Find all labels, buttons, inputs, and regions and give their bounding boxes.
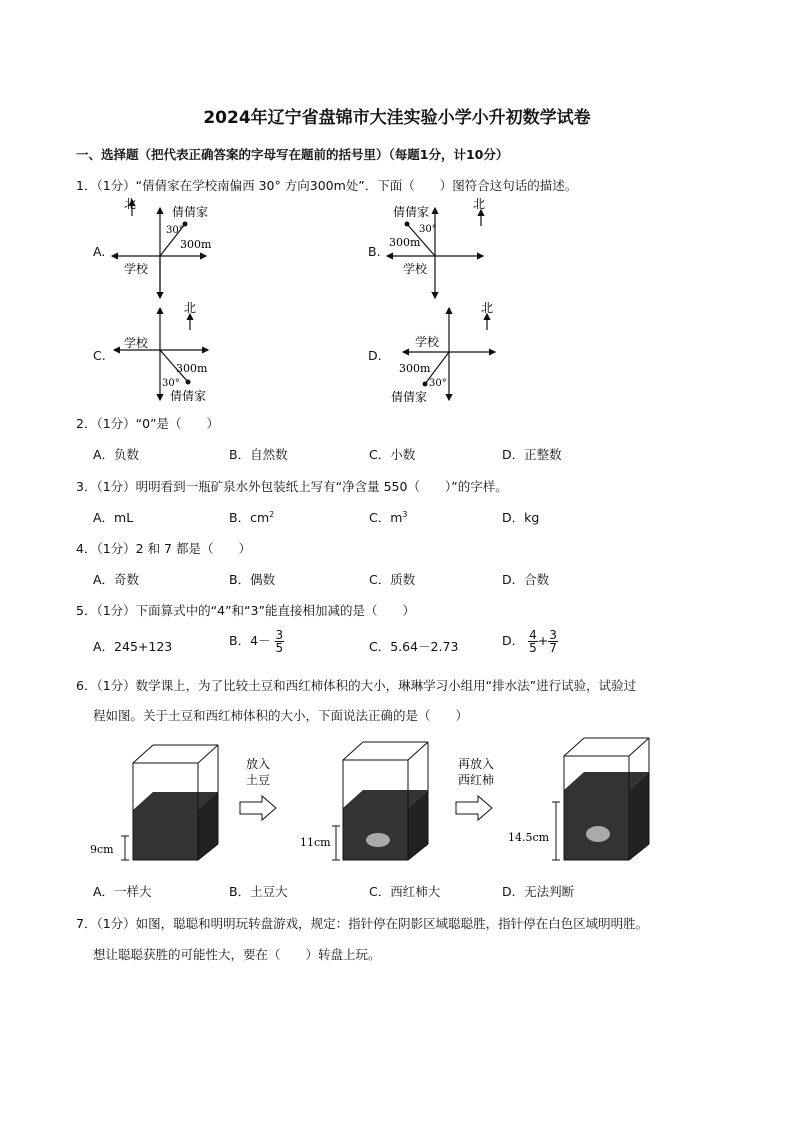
- school-label: 学校: [415, 335, 440, 349]
- container-2: [300, 742, 428, 860]
- q1-option-a-label: A.: [93, 244, 106, 259]
- question-6-line2: 程如图。关于土豆和西红柿体积的大小，下面说法正确的是（ ）: [93, 708, 469, 723]
- distance-label: 300m: [389, 236, 421, 249]
- q1-option-d-label: D.: [368, 348, 382, 363]
- option-b-text: B．cm: [229, 510, 270, 525]
- home-label: 倩倩家: [170, 389, 207, 403]
- question-4: [76, 539, 251, 557]
- container-3: [508, 738, 649, 860]
- option-d[interactable]: D．无法判断: [502, 884, 575, 899]
- north-label: 北: [124, 197, 137, 211]
- north-label: 北: [481, 301, 494, 315]
- option-b[interactable]: [229, 629, 284, 654]
- option-c[interactable]: C．质数: [369, 572, 416, 587]
- distance-label: 300m: [399, 362, 431, 375]
- home-label: 倩倩家: [393, 205, 430, 219]
- q1-diagram-b: [385, 196, 495, 304]
- question-2: [76, 414, 219, 432]
- option-d[interactable]: [502, 629, 558, 654]
- option-b[interactable]: [229, 508, 274, 526]
- option-d[interactable]: D．合数: [502, 572, 550, 587]
- option-a[interactable]: A．负数: [93, 447, 140, 462]
- option-c[interactable]: C．小数: [369, 447, 416, 462]
- superscript: 3: [402, 509, 408, 519]
- question-3: [76, 477, 508, 495]
- tomato-potato-shape: [586, 826, 610, 842]
- height-label-3: 14.5cm: [508, 831, 550, 844]
- option-d[interactable]: D．正整数: [502, 447, 562, 462]
- home-label: 倩倩家: [172, 205, 209, 219]
- question-text: （1分）下面算式中的“4”和“3”能直接相加减的是（ ）: [96, 603, 415, 618]
- q1-option-c-label: C.: [93, 348, 106, 363]
- fraction: [528, 629, 538, 654]
- step1-label-line1: 放入: [246, 757, 271, 771]
- option-c[interactable]: C．西红柿大: [369, 884, 441, 899]
- numerator: 3: [549, 628, 557, 642]
- option-b-text: B．4－: [229, 633, 271, 648]
- home-label: 倩倩家: [391, 390, 428, 404]
- question-text: （1分）“倩倩家在学校南偏西 30° 方向300m处”．下面（ ）图符合这句话的描述。: [96, 178, 578, 193]
- q5-options: [93, 627, 733, 663]
- numerator: 3: [275, 628, 284, 642]
- step1-label-line2: 土豆: [246, 773, 271, 787]
- question-number: 7．: [76, 916, 97, 931]
- potato-shape: [366, 833, 390, 847]
- option-a[interactable]: A．245+123: [93, 639, 173, 654]
- option-a[interactable]: A．奇数: [93, 572, 140, 587]
- distance-label: 300m: [176, 362, 208, 375]
- option-b[interactable]: B．偶数: [229, 572, 276, 587]
- school-label: 学校: [124, 262, 149, 276]
- height-label-2: 11cm: [300, 836, 331, 849]
- option-a[interactable]: A．mL: [93, 510, 134, 525]
- question-7-line2: 想让聪聪获胜的可能性大，要在（ ）转盘上玩。: [93, 947, 381, 962]
- arrow-icon: [456, 796, 492, 820]
- superscript: 2: [269, 509, 275, 519]
- option-a[interactable]: A．一样大: [93, 884, 152, 899]
- denominator: 5: [275, 641, 284, 655]
- angle-label: 30°: [166, 225, 184, 236]
- question-text-line1: （1分）数学课上，为了比较土豆和西红柿体积的大小，琳琳学习小组用“排水法”进行试验，试验过: [96, 678, 637, 693]
- section-heading: 一、选择题（把代表正确答案的字母写在题前的括号里）（每题1分，计10分）: [76, 147, 509, 162]
- denominator: 5: [529, 641, 537, 655]
- question-1: [76, 176, 577, 194]
- school-label: 学校: [124, 336, 149, 350]
- container-1: [90, 745, 218, 860]
- option-b[interactable]: B．土豆大: [229, 884, 288, 899]
- question-text: （1分）2 和 7 都是（ ）: [96, 541, 251, 556]
- q1-diagram-d: [385, 300, 500, 408]
- option-d[interactable]: D．kg: [502, 510, 540, 525]
- arrow-icon: [240, 796, 276, 820]
- question-5: [76, 601, 415, 619]
- question-text: （1分）明明看到一瓶矿泉水外包装纸上写有“净含量 550（ ）”的字样。: [96, 479, 508, 494]
- question-number: 5．: [76, 603, 97, 618]
- option-d-text: D．: [502, 633, 525, 648]
- question-number: 3．: [76, 479, 97, 494]
- denominator: 7: [549, 641, 557, 655]
- question-number: 2．: [76, 416, 97, 431]
- option-c[interactable]: C．5.64－2.73: [369, 639, 459, 654]
- q6-displacement-figure: [88, 730, 658, 865]
- option-b[interactable]: B．自然数: [229, 447, 288, 462]
- step2-label-line1: 再放入: [458, 757, 495, 771]
- question-number: 1．: [76, 178, 97, 193]
- q1-option-b-label: B.: [368, 244, 381, 259]
- north-label: 北: [473, 197, 486, 211]
- q1-diagram-a: [110, 196, 220, 304]
- angle-label: 30°: [162, 378, 180, 389]
- question-number: 4．: [76, 541, 97, 556]
- option-c-text: C．m: [369, 510, 403, 525]
- angle-label: 30°: [419, 224, 437, 235]
- north-label: 北: [184, 301, 197, 315]
- question-text: （1分）“0”是（ ）: [96, 416, 220, 431]
- distance-label: 300m: [180, 238, 212, 251]
- question-number: 6．: [76, 678, 97, 693]
- numerator: 4: [529, 628, 537, 642]
- plus-sign: +: [537, 633, 549, 648]
- question-6: [76, 676, 636, 694]
- angle-label: 30°: [429, 378, 447, 389]
- question-7: [76, 914, 648, 932]
- exam-title: 2024年辽宁省盘锦市大洼实验小学小升初数学试卷: [203, 108, 591, 128]
- height-label-1: 9cm: [90, 843, 114, 856]
- option-c[interactable]: [369, 508, 408, 526]
- step2-label-line2: 西红柿: [458, 773, 495, 787]
- fraction: [275, 629, 285, 654]
- school-label: 学校: [403, 262, 428, 276]
- fraction: [548, 629, 558, 654]
- q1-diagram-c: [110, 300, 220, 408]
- question-text-line1: （1分）如图，聪聪和明明玩转盘游戏，规定：指针停在阴影区域聪聪胜，指针停在白色区域明明胜。: [96, 916, 649, 931]
